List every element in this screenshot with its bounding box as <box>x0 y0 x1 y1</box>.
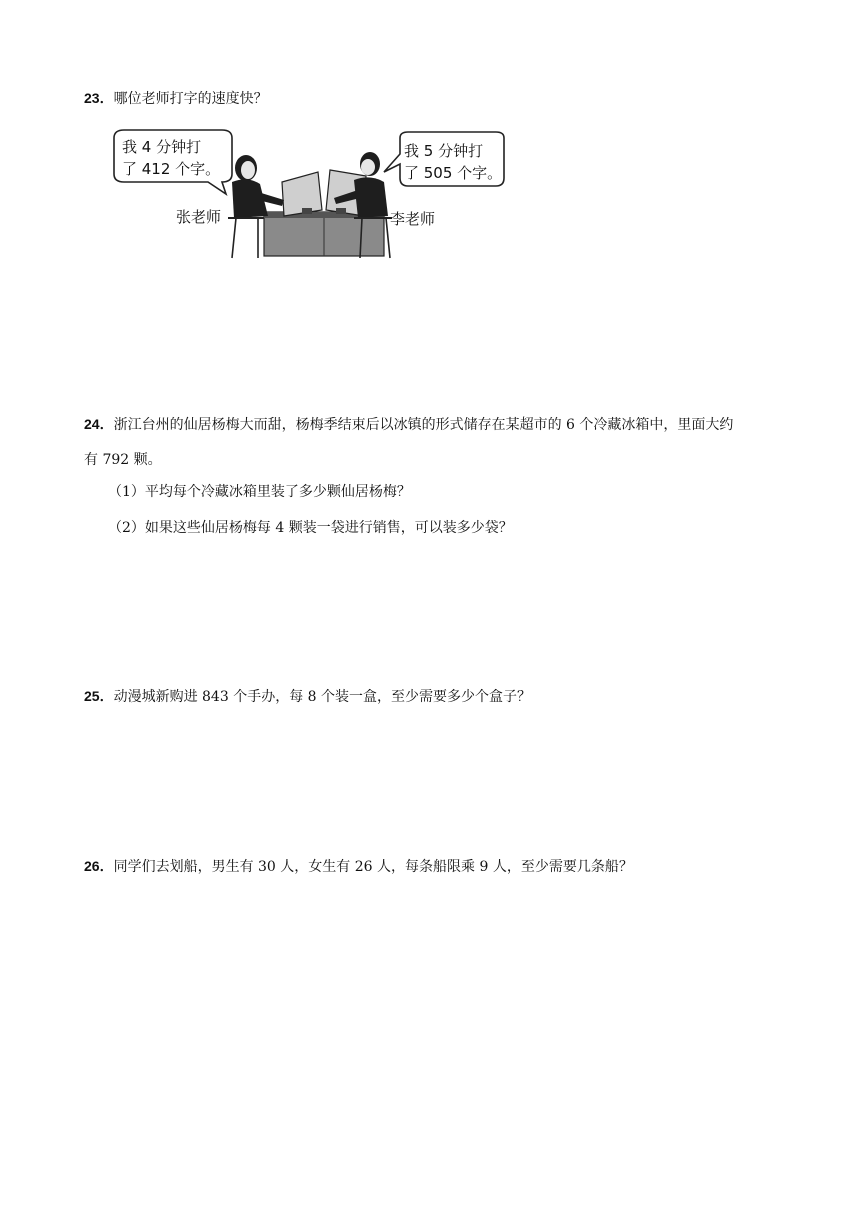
question-24-subquestion-1 <box>108 482 411 502</box>
question-number: 26． <box>84 858 114 874</box>
left-bubble-line1: 我 4 分钟打 <box>122 138 202 156</box>
question-text: 哪位老师打字的速度快？ <box>113 91 268 107</box>
question-number: 25． <box>84 688 114 704</box>
question-24-continued <box>84 450 162 470</box>
right-speech-bubble <box>384 132 504 186</box>
question-text-line2: 有 792 颗。 <box>84 452 162 468</box>
question-number: 23． <box>84 90 114 106</box>
left-bubble-line2: 了 412 个字。 <box>122 160 221 178</box>
question-text-line1: 浙江台州的仙居杨梅大而甜，杨梅季结束后以冰镇的形式储存在某超市的 6 个冷藏冰箱中，里面大约 <box>113 417 734 433</box>
question-24-subquestion-2 <box>108 518 513 538</box>
question-number: 24． <box>84 416 114 432</box>
right-teacher-name: 李老师 <box>390 210 436 228</box>
question-text: 动漫城新购进 843 个手办，每 8 个装一盒，至少需要多少个盒子？ <box>113 689 532 705</box>
subquestion-text: （1）平均每个冷藏冰箱里装了多少颗仙居杨梅？ <box>108 484 411 500</box>
question-text: 同学们去划船，男生有 30 人，女生有 26 人，每条船限乘 9 人，至少需要几条船？ <box>113 859 633 875</box>
question-26 <box>84 856 633 877</box>
subquestion-text: （2）如果这些仙居杨梅每 4 颗装一袋进行销售，可以装多少袋？ <box>108 520 513 536</box>
right-bubble-line1: 我 5 分钟打 <box>404 142 484 160</box>
right-bubble-line2: 了 505 个字。 <box>404 164 503 182</box>
question-25 <box>84 686 531 707</box>
question-24 <box>84 414 733 435</box>
typing-teachers-illustration <box>108 126 508 262</box>
question-23 <box>84 88 268 109</box>
left-speech-bubble <box>114 130 232 194</box>
left-teacher-name: 张老师 <box>176 208 222 226</box>
